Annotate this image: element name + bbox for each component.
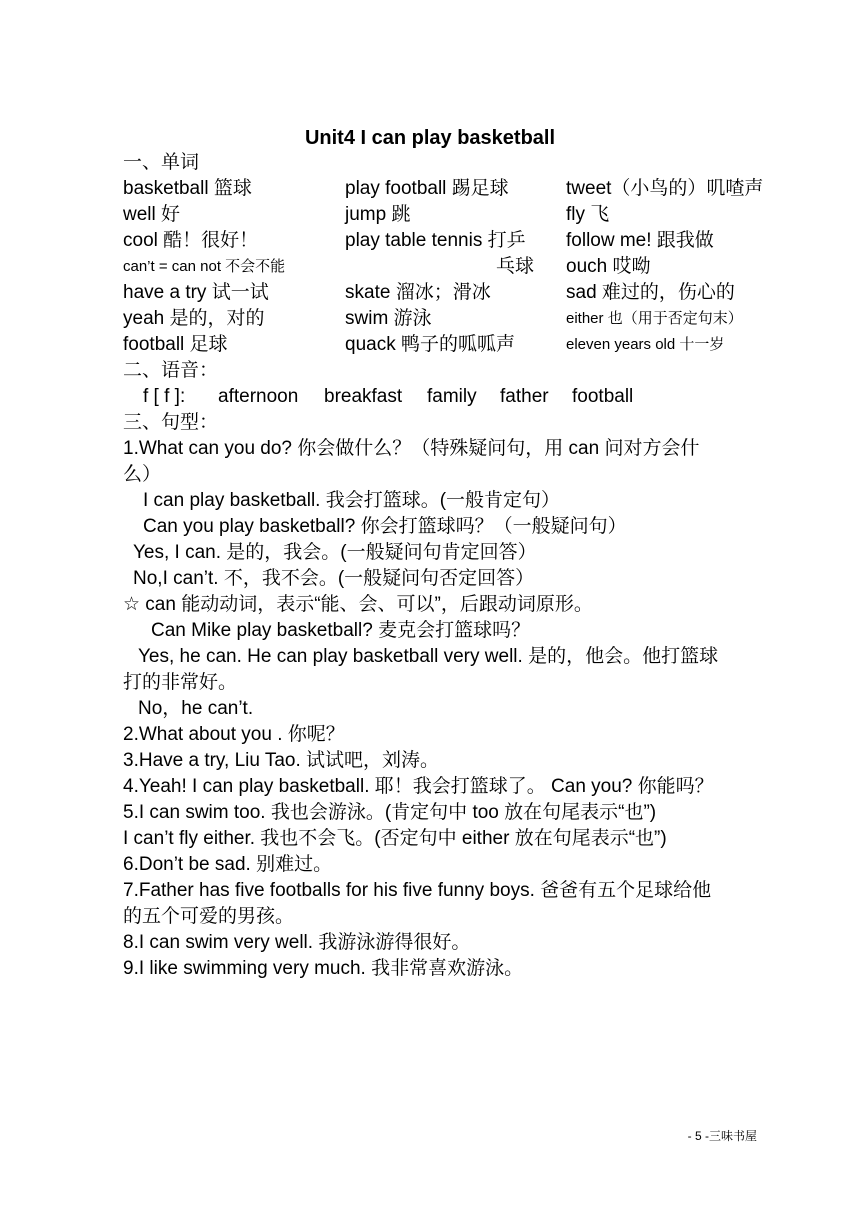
vocab-item: tweet（小鸟的）叽喳声 bbox=[566, 178, 764, 199]
vocab-item: can’t = can not 不会不能 bbox=[123, 258, 286, 275]
vocab-item: sad 难过的，伤心的 bbox=[566, 282, 735, 303]
sentence-line: 么） bbox=[123, 464, 162, 485]
sentence-line: 8.I can swim very well. 我游泳游得很好。 bbox=[123, 932, 471, 953]
page-title: Unit4 I can play basketball bbox=[304, 127, 556, 149]
vocab-item: play table tennis 打乒 bbox=[345, 230, 526, 251]
vocab-item: eleven years old 十一岁 bbox=[566, 336, 725, 353]
vocab-item: ouch 哎呦 bbox=[566, 256, 651, 277]
sentence-line: 的五个可爱的男孩。 bbox=[123, 906, 295, 927]
vocab-item: 乓球 bbox=[496, 256, 535, 277]
vocab-item: fly 飞 bbox=[566, 204, 610, 225]
sentence-line: Yes, I can. 是的，我会。(一般疑问句肯定回答） bbox=[133, 542, 537, 563]
sentence-line: 3.Have a try, Liu Tao. 试试吧，刘涛。 bbox=[123, 750, 440, 771]
phonics-word: afternoon bbox=[218, 386, 299, 407]
sentences-heading: 三、句型： bbox=[123, 412, 219, 433]
sentence-line: I can play basketball. 我会打篮球。(一般肯定句） bbox=[143, 490, 561, 511]
vocab-item: yeah 是的，对的 bbox=[123, 308, 265, 329]
vocab-item: quack 鸭子的呱呱声 bbox=[345, 334, 515, 355]
sentence-line: 5.I can swim too. 我也会游泳。(肯定句中 too 放在句尾表示“也”) bbox=[123, 802, 657, 823]
sentence-line: 6.Don’t be sad. 别难过。 bbox=[123, 854, 333, 875]
sentence-line: 9.I like swimming very much. 我非常喜欢游泳。 bbox=[123, 958, 524, 979]
sentence-line: Can you play basketball? 你会打篮球吗？（一般疑问句） bbox=[143, 516, 627, 537]
sentence-line: 打的非常好。 bbox=[123, 672, 238, 693]
phonics-word: father bbox=[500, 386, 549, 407]
sentence-line: 7.Father has five footballs for his five funny boys. 爸爸有五个足球给他 bbox=[123, 880, 712, 901]
vocab-item: swim 游泳 bbox=[345, 308, 432, 329]
vocab-item: skate 溜冰；滑冰 bbox=[345, 282, 491, 303]
vocab-item: follow me! 跟我做 bbox=[566, 230, 714, 251]
phonics-heading: 二、语音： bbox=[123, 360, 219, 381]
page-footer: - 5 -三味书屋 bbox=[687, 1129, 757, 1143]
vocab-item: jump 跳 bbox=[345, 204, 411, 225]
phonics-word: football bbox=[572, 386, 634, 407]
vocab-item: either 也（用于否定句末） bbox=[566, 310, 743, 327]
sentence-line: Can Mike play basketball? 麦克会打篮球吗？ bbox=[151, 620, 531, 641]
phonics-sound: f [ f ]: bbox=[143, 386, 186, 407]
phonics-word: breakfast bbox=[324, 386, 403, 407]
vocab-item: well 好 bbox=[123, 204, 181, 225]
sentence-line: No,I can’t. 不，我不会。(一般疑问句否定回答） bbox=[133, 568, 535, 589]
vocab-item: basketball 篮球 bbox=[123, 178, 252, 199]
vocab-item: football 足球 bbox=[123, 334, 228, 355]
vocab-item: have a try 试一试 bbox=[123, 282, 269, 303]
vocab-heading: 一、单词 bbox=[123, 152, 200, 173]
sentence-line: I can’t fly either. 我也不会飞。(否定句中 either 放在句尾表示“也”) bbox=[123, 828, 667, 849]
vocab-item: cool 酷！很好！ bbox=[123, 230, 259, 251]
sentence-line: ☆ can 能动动词，表示“能、会、可以”，后跟动词原形。 bbox=[123, 594, 593, 615]
phonics-word: family bbox=[427, 386, 477, 407]
sentence-line: No，he can’t. bbox=[138, 698, 254, 719]
sentence-line: 1.What can you do? 你会做什么？（特殊疑问句，用 can 问对方会什 bbox=[123, 438, 700, 459]
vocab-item: play football 踢足球 bbox=[345, 178, 509, 199]
sentence-line: 4.Yeah! I can play basketball. 耶！我会打篮球了。 Can you? 你能吗？ bbox=[123, 776, 714, 797]
sentence-line: Yes, he can. He can play basketball very well. 是的，他会。他打篮球 bbox=[138, 646, 719, 667]
sentence-line: 2.What about you . 你呢？ bbox=[123, 724, 345, 745]
